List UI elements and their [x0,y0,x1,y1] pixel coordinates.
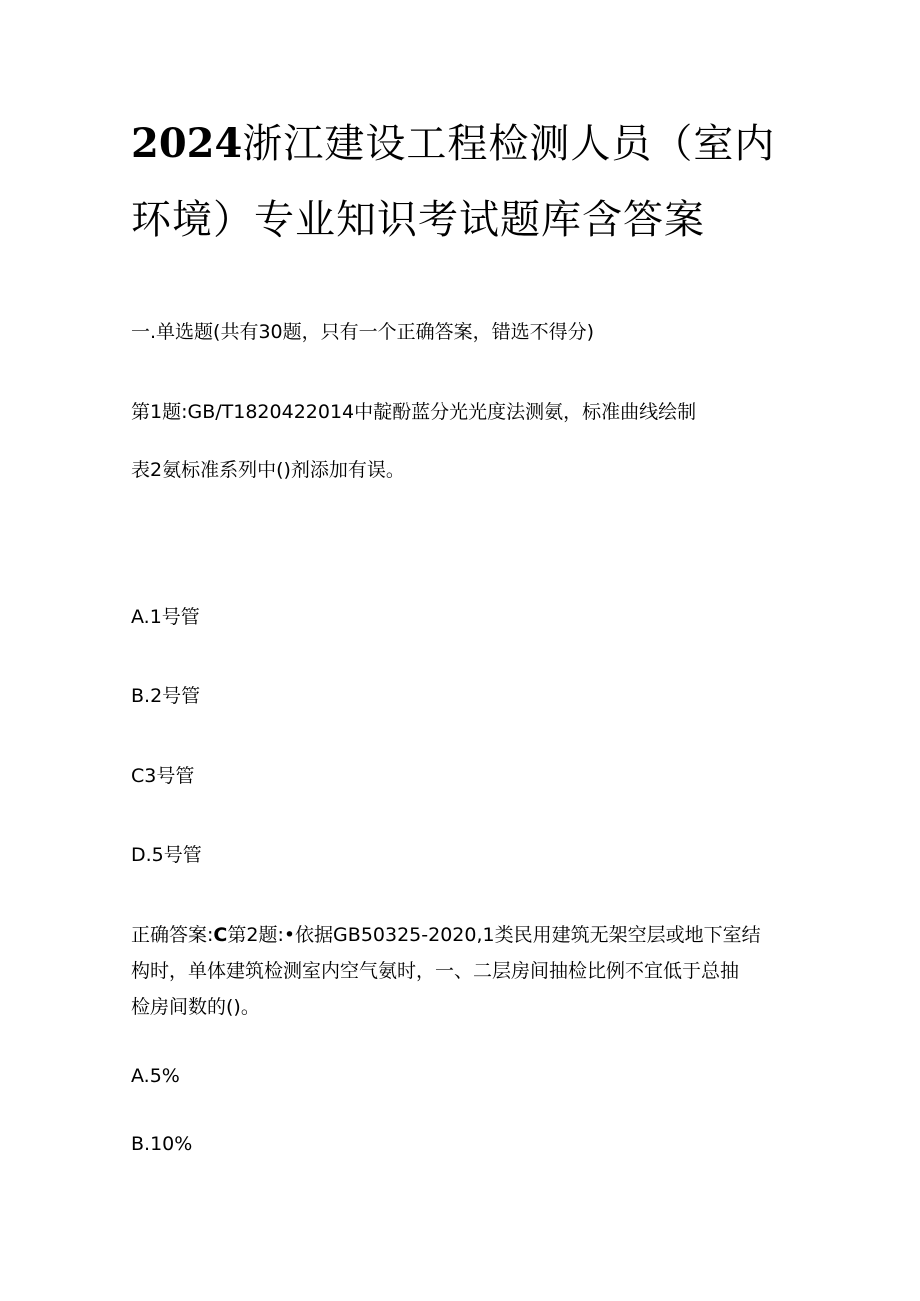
title-year: 2024 [131,120,243,167]
answer-1-label: 正确答案: [131,924,214,946]
answer-and-question-2-line-1 [131,921,761,949]
question-1-option-a: A.1号管 [131,606,200,628]
title-line-1-text: 浙江建设工程检测人员（室内 [242,121,776,167]
answer-1-value: C [213,924,228,946]
question-2-option-b: B.10% [131,1133,193,1155]
question-2-option-a: A.5% [131,1065,180,1087]
question-2-text-line-2: 构时，单体建筑检测室内空气氨时，一、二层房间抽检比例不宜低于总抽 [131,960,740,982]
document-title-line-2: 环境）专业知识考试题库含答案 [131,197,705,243]
question-1-option-c: C3号管 [131,765,195,787]
question-2-text-line-3: 检房间数的()。 [131,996,260,1018]
question-1-option-b: B.2号管 [131,685,201,707]
question-1-text-line-1: 第1题:GB/T1820422014中靛酚蓝分光光度法测氨，标准曲线绘制 [131,401,697,423]
question-1-text-line-2: 表2氨标准系列中()剂添加有误。 [131,459,405,481]
section-heading: 一.单选题(共有30题，只有一个正确答案，错选不得分) [131,321,595,343]
question-2-text-line-1: 第2题:•依据GB50325-2020,1类民用建筑无架空层或地下室结 [227,924,761,946]
document-title-line-1 [131,120,775,168]
question-1-option-d: D.5号管 [131,844,202,866]
